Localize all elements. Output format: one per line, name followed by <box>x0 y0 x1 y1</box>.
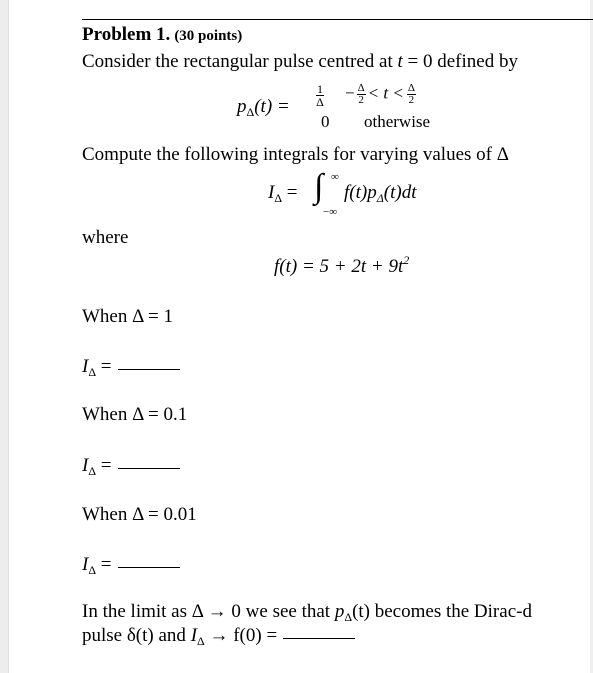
where-label: where <box>82 227 129 248</box>
case1-den: Δ <box>316 95 324 109</box>
limit-line1-suffix: (t) becomes the Dirac-d <box>352 601 532 622</box>
integral-body-main: f(t)p <box>344 182 377 203</box>
case-2-answer-blank[interactable] <box>118 467 180 469</box>
pulse-sub: Δ <box>246 105 255 119</box>
case1-minus: − <box>345 83 355 103</box>
limit-line2-sub: Δ <box>197 634 205 648</box>
case-3-eq: = <box>100 554 112 575</box>
integral-body-sub: Δ <box>376 191 384 205</box>
case-2-answer <box>82 455 180 479</box>
intro-prefix: Consider the rectangular pulse centred at <box>82 51 393 72</box>
problem-points: (30 points) <box>174 28 243 44</box>
pulse-p: p <box>237 96 247 117</box>
problem-heading: Problem 1. <box>82 24 171 45</box>
case1-cond-den-a: 2 <box>358 94 364 106</box>
case1-cond-num-a: Δ <box>357 82 365 94</box>
case-2-I: I <box>82 455 89 476</box>
case-3-answer <box>82 554 180 578</box>
case1-value <box>316 83 324 108</box>
problem-heading-line <box>82 24 242 46</box>
function-def <box>274 253 409 278</box>
case-1-label: When Δ = 1 <box>82 306 174 327</box>
integral-lhs <box>268 182 298 206</box>
compute-text: Compute the following integrals for varying values of Δ <box>82 144 509 165</box>
limit-line-1 <box>82 601 532 625</box>
limit-line1-prefix: In the limit as Δ → 0 we see that <box>82 601 331 622</box>
limit-line2-prefix: pulse δ(t) and <box>82 625 186 646</box>
integral-body-tail: (t)dt <box>383 182 417 203</box>
case-3-I: I <box>82 554 89 575</box>
integral-body <box>344 182 416 206</box>
case1-cond-frac-a <box>357 83 366 106</box>
case1-condition <box>345 83 416 106</box>
case-3-label: When Δ = 0.01 <box>82 504 197 525</box>
limit-line2-suffix: → f(0) = <box>209 625 278 646</box>
case1-frac <box>316 83 324 108</box>
case1-cond-den-b: 2 <box>408 94 415 106</box>
case1-num: 1 <box>317 82 323 96</box>
case-1-I: I <box>82 356 89 377</box>
limit-answer-blank[interactable] <box>283 637 355 639</box>
limit-line2-I: I <box>190 625 198 646</box>
top-rule <box>82 19 593 20</box>
integral-I-sub: Δ <box>274 191 283 205</box>
function-exp: 2 <box>403 253 410 267</box>
case-1-answer-blank[interactable] <box>118 368 180 370</box>
limit-line-2 <box>82 625 355 649</box>
case-3-sub: Δ <box>88 563 97 577</box>
case-2-sub: Δ <box>88 464 97 478</box>
function-body: f(t) = 5 + 2t + 9t <box>274 256 404 277</box>
case2-condition: otherwise <box>364 112 431 131</box>
case1-cond-frac-b <box>407 83 416 106</box>
case1-cond-mid: < t < <box>367 83 404 103</box>
case-1-eq: = <box>100 356 112 377</box>
case-1-sub: Δ <box>88 365 97 379</box>
intro-eq: = 0 defined by <box>407 51 518 72</box>
case-2-label: When Δ = 0.1 <box>82 404 188 425</box>
case-3-answer-blank[interactable] <box>118 566 180 568</box>
integral-lower: −∞ <box>323 206 338 218</box>
pulse-lhs <box>237 96 290 120</box>
case2-value: 0 <box>321 112 330 131</box>
intro-var: t <box>397 51 403 72</box>
left-frame-border <box>0 0 9 673</box>
case1-cond-num-b: Δ <box>407 82 415 94</box>
case-2-eq: = <box>100 455 112 476</box>
limit-line1-sub: Δ <box>344 610 353 624</box>
integral-upper: ∞ <box>331 171 339 183</box>
integral-I: I <box>268 182 275 203</box>
integral-sign: ∫ <box>314 168 324 205</box>
case-1-answer <box>82 356 180 380</box>
pulse-arg: (t) = <box>254 96 290 117</box>
limit-line1-p: p <box>334 601 345 622</box>
integral-eq: = <box>286 182 298 203</box>
intro-line <box>82 51 518 73</box>
